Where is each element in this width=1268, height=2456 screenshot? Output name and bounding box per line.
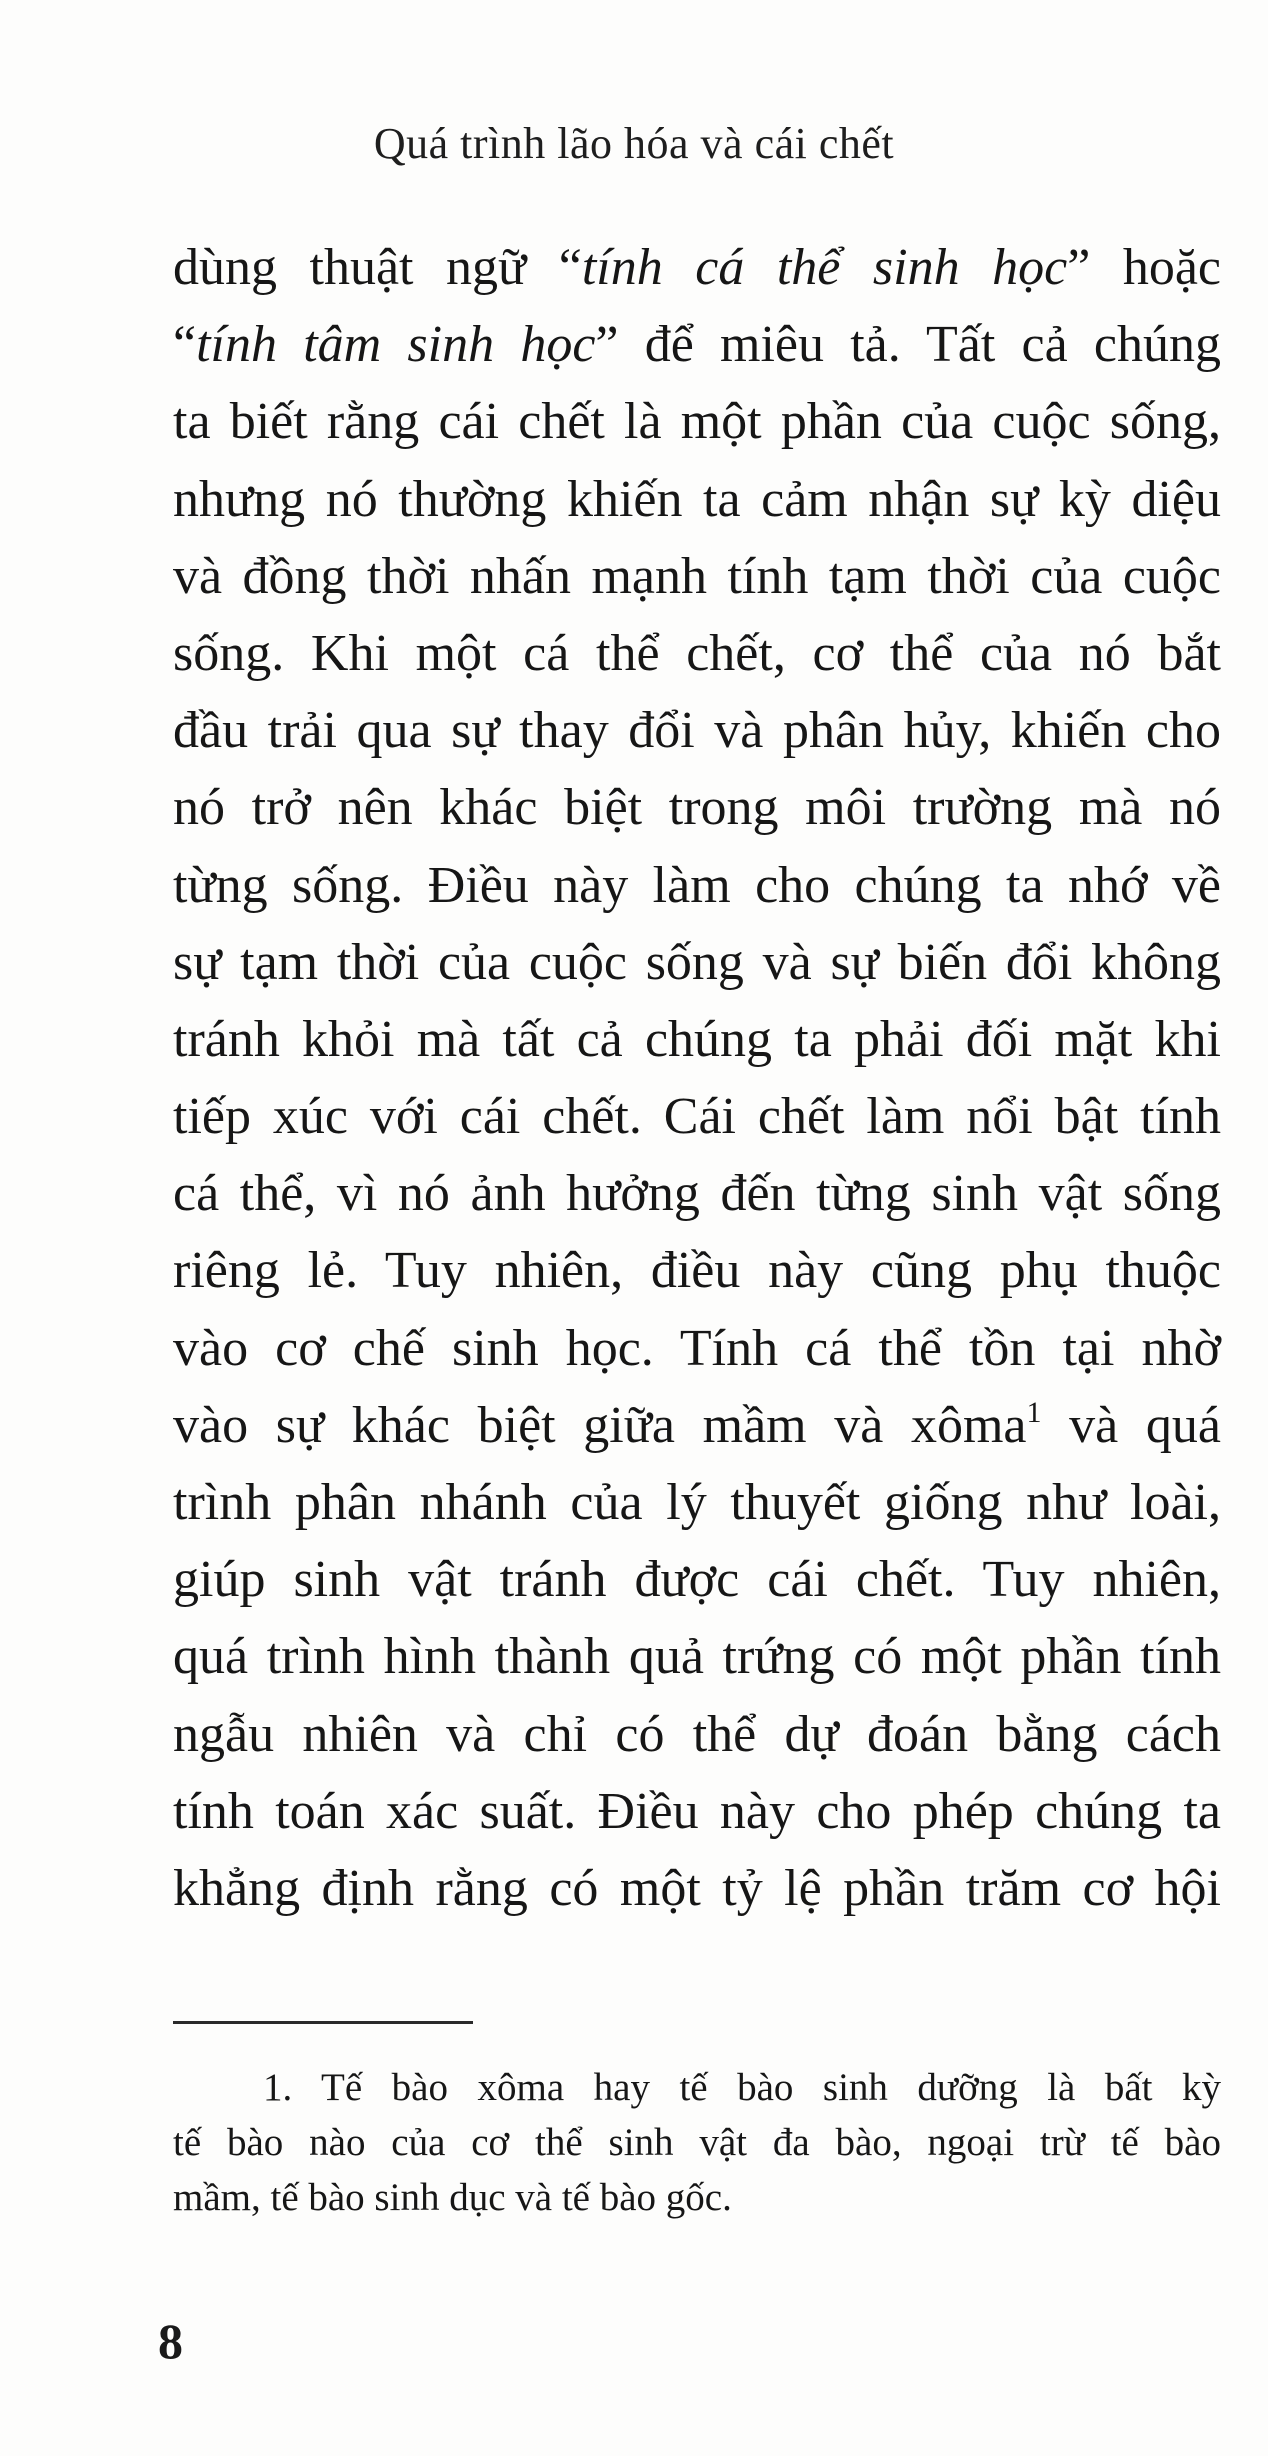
running-header: Quá trình lão hóa và cái chết <box>373 119 895 168</box>
body-line: ta biết rằng cái chết là một phần của cuộc sống, <box>173 393 1221 451</box>
body-line: tính toán xác suất. Điều này cho phép chúng ta <box>173 1782 1221 1840</box>
body-line: cá thể, vì nó ảnh hưởng đến từng sinh vật sống <box>173 1165 1221 1223</box>
body-line: quá trình hình thành quả trứng có một phần tính <box>173 1628 1221 1686</box>
text-run: ” hoặc <box>1067 239 1221 296</box>
body-line: riêng lẻ. Tuy nhiên, điều này cũng phụ thuộc <box>173 1242 1221 1300</box>
body-line: sự tạm thời của cuộc sống và sự biến đổi không <box>173 933 1221 991</box>
body-line: nó trở nên khác biệt trong môi trường mà nó <box>173 779 1221 837</box>
body-line: giúp sinh vật tránh được cái chết. Tuy nhiên, <box>173 1551 1221 1609</box>
body-line: khẳng định rằng có một tỷ lệ phần trăm cơ hội <box>173 1859 1221 1917</box>
body-line <box>173 229 1221 306</box>
footnote-line: 1. Tế bào xôma hay tế bào sinh dưỡng là bất kỳ <box>263 2066 1221 2109</box>
page-number: 8 <box>158 2313 183 2369</box>
body-line: từng sống. Điều này làm cho chúng ta nhớ về <box>173 856 1221 914</box>
body-line <box>173 1387 1221 1464</box>
footnote-line: mầm, tế bào sinh dục và tế bào gốc. <box>173 2176 732 2219</box>
body-line: trình phân nhánh của lý thuyết giống như loài, <box>173 1474 1221 1531</box>
text-run: vào sự khác biệt giữa mầm và xôma <box>173 1396 1027 1454</box>
body-line: và đồng thời nhấn mạnh tính tạm thời của cuộc <box>173 547 1221 605</box>
footnote-rule <box>173 2021 473 2024</box>
footnote-line: tế bào nào của cơ thể sinh vật đa bào, ngoại trừ tế bào <box>173 2121 1221 2164</box>
text-run: ” để miêu tả. Tất cả chúng <box>595 316 1221 374</box>
footnote-marker[interactable]: 1 <box>1026 1395 1042 1429</box>
footnote <box>173 2060 1221 2225</box>
text-run: dùng thuật ngữ “ <box>173 239 582 296</box>
body-line: tiếp xúc với cái chết. Cái chết làm nổi bật tính <box>173 1088 1221 1146</box>
body-line: ngẫu nhiên và chỉ có thể dự đoán bằng cách <box>173 1705 1221 1763</box>
italic-term: tính cá thể sinh học <box>581 239 1068 296</box>
body-line <box>173 306 1221 383</box>
body-text <box>173 229 1221 1927</box>
body-line: tránh khỏi mà tất cả chúng ta phải đối mặt khi <box>173 1010 1221 1068</box>
italic-term: tính tâm sinh học <box>196 316 596 374</box>
text-run: “ <box>173 316 197 374</box>
body-line: sống. Khi một cá thể chết, cơ thể của nó bắt <box>173 624 1221 682</box>
text-run: và quá <box>1041 1396 1221 1454</box>
body-line: vào cơ chế sinh học. Tính cá thể tồn tại nhờ <box>173 1319 1221 1377</box>
body-line: nhưng nó thường khiến ta cảm nhận sự kỳ diệu <box>173 470 1221 528</box>
body-line: đầu trải qua sự thay đổi và phân hủy, khiến cho <box>173 702 1221 760</box>
